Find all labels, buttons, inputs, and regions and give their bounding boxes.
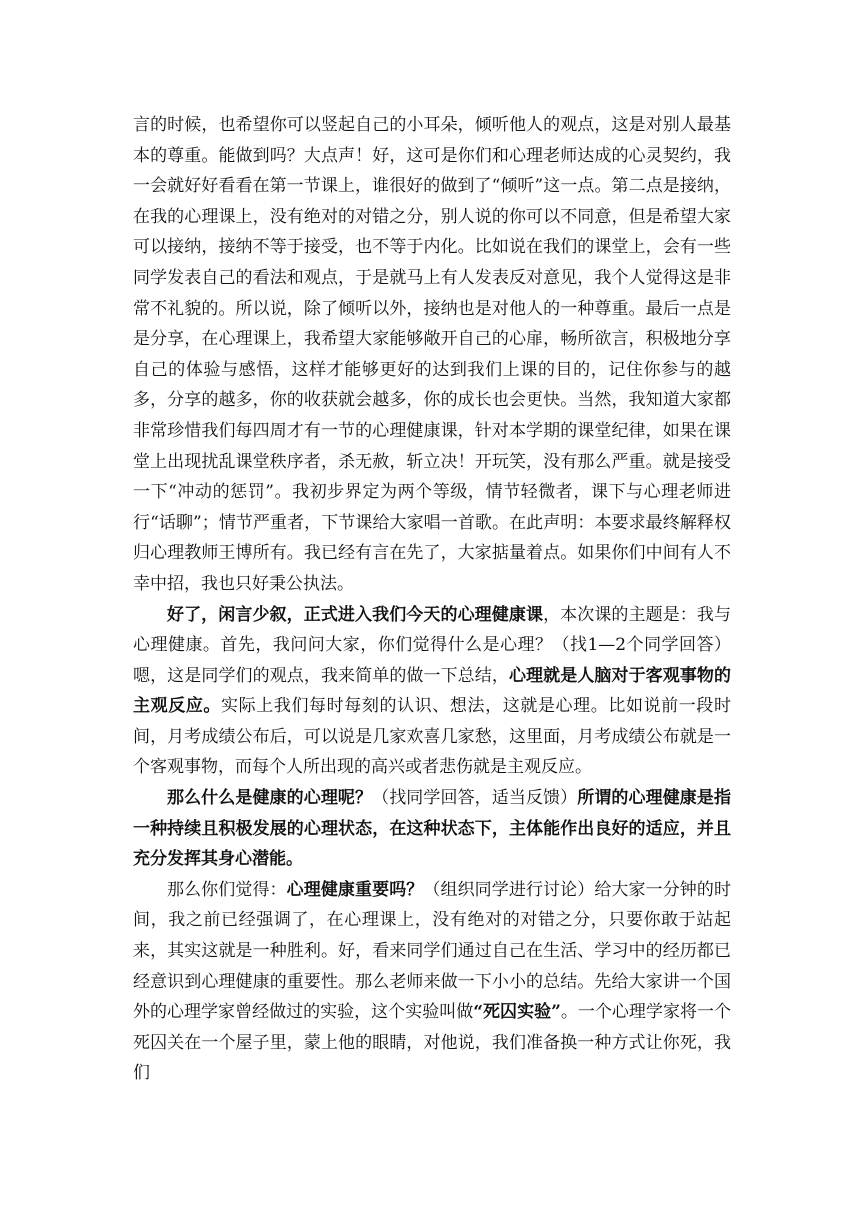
document-page [133, 110, 731, 1089]
bold-text: 心理就是人脑对于客观事物的主观反应。 [133, 665, 732, 717]
paragraph-text: 实际上我们每时每刻的认识、想法，这就是心理。比如说前一段时间，月考成绩公布后，可以说是几家欢喜几家愁，这里面，月考成绩公布就是一个客观事物，而每个人所出现的高兴或者悲伤就是主观反应。 [133, 696, 731, 778]
bold-text: “死囚实验” [473, 1002, 561, 1023]
paragraph-2 [133, 600, 731, 784]
bold-text: 那么什么是健康的心理呢？ [167, 788, 373, 809]
paragraph-1 [133, 110, 731, 600]
paragraph-4 [133, 875, 731, 1089]
paragraph-text: （组织同学进行讨论）给大家一分钟的时间，我之前已经强调了，在心理课上，没有绝对的对错之分，只要你敢于站起来，其实这就是一种胜利。好，看来同学们通过自己在生活、学习中的经历都已经意识到心理健康的重要性。那么老师来做一下小小的总结。先给大家讲一个国外的心理学家曾经做过的实验，这个实验叫做 [133, 879, 731, 1023]
paragraph-text: （找同学回答，适当反馈） [372, 788, 578, 809]
paragraph-text: 言的时候，也希望你可以竖起自己的小耳朵，倾听他人的观点，这是对别人最基本的尊重。能做到吗？大点声！好，这可是你们和心理老师达成的心灵契约，我一会就好好看看在第一节课上，谁很好的做到了“倾听”这一点。第二点是接纳，在我的心理课上，没有绝对的对错之分，别人说的你可以不同意，但是希望大家可以接纳，接纳不等于接受，也不等于内化。比如说在我们的课堂上，会有一些同学发表自己的看法和观点，于是就马上有人发表反对意见，我个人觉得这是非常不礼貌的。所以说，除了倾听以外，接纳也是对他人的一种尊重。最后一点是是分享，在心理课上，我希望大家能够敞开自己的心扉，畅所欲言，积极地分享自己的体验与感悟，这样才能够更好的达到我们上课的目的，记住你参与的越多，分享的越多，你的收获就会越多，你的成长也会更快。当然，我知道大家都非常珍惜我们每四周才有一节的心理健康课，针对本学期的课堂纪律，如果在课堂上出现扰乱课堂秩序者，杀无赦，斩立决！开玩笑，没有那么严重。就是接受一下“冲动的惩罚”。我初步界定为两个等级，情节轻微者，课下与心理老师进行“话聊”；情节严重者，下节课给大家唱一首歌。在此声明：本要求最终解释权归心理教师王博所有。我已经有言在先了，大家掂量着点。如果你们中间有人不幸中招，我也只好秉公执法。 [133, 115, 731, 594]
paragraph-text: 那么你们觉得： [167, 879, 287, 900]
paragraph-text: ，本次课的主题是：我与心理健康。首先，我问问大家，你们觉得什么是心理？（找1—2个同学回答）嗯，这是同学们的观点，我来简单的做一下总结， [133, 604, 731, 686]
bold-text: 所谓的心理健康是指一种持续且积极发展的心理状态，在这种状态下，主体能作出良好的适应，并且充分发挥其身心潜能。 [133, 788, 731, 870]
bold-text: 好了，闲言少叙，正式进入我们今天的心理健康课 [167, 604, 544, 625]
paragraph-3 [133, 783, 731, 875]
bold-text: 心理健康重要吗？ [286, 879, 424, 900]
paragraph-text: 。一个心理学家将一个死囚关在一个屋子里，蒙上他的眼睛，对他说，我们准备换一种方式让你死，我们 [133, 1002, 731, 1084]
